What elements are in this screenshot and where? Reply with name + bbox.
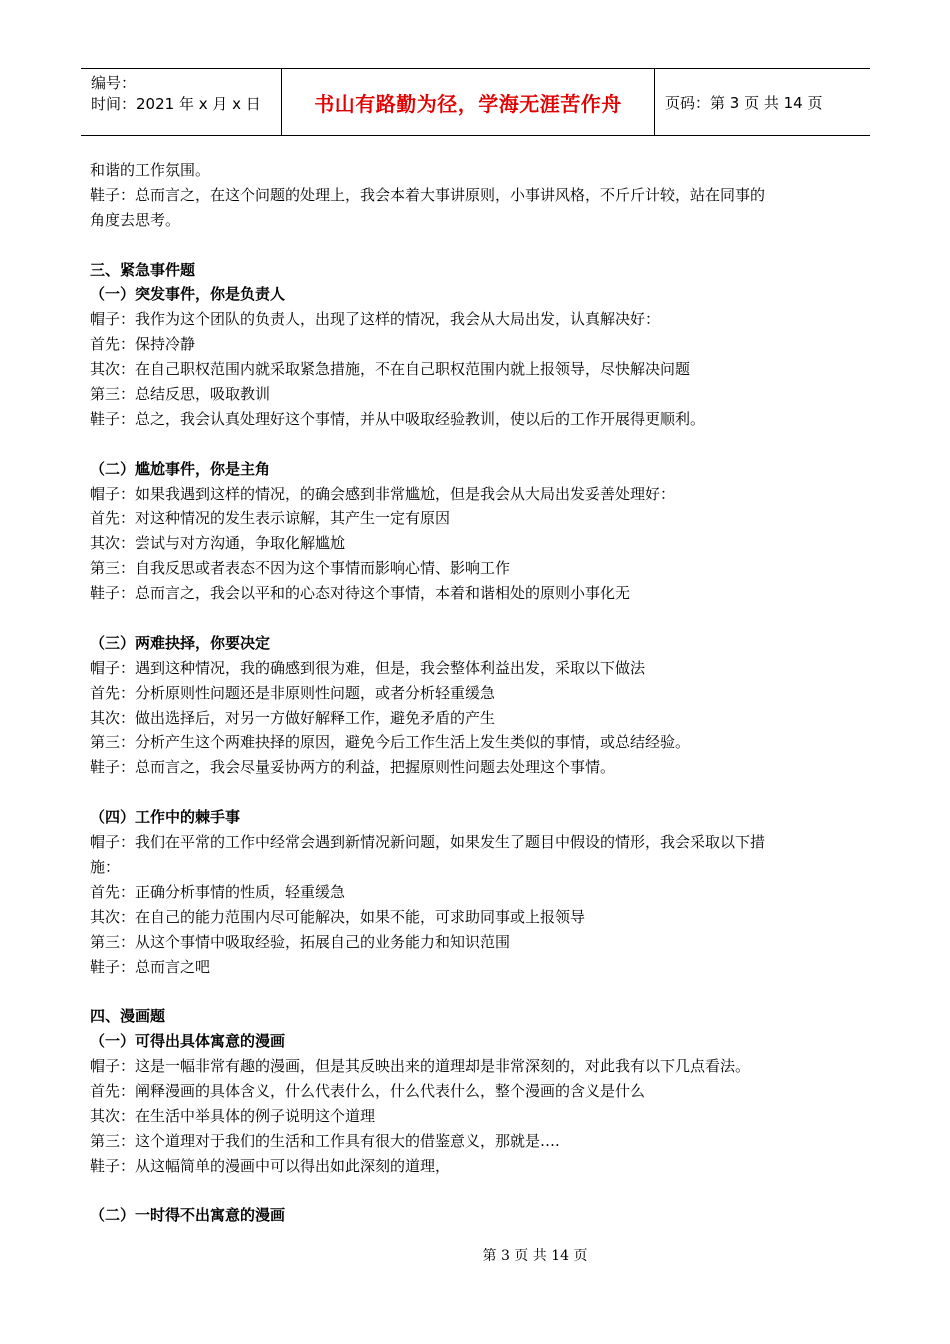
body-line: 第三：总结反思，吸取教训 (90, 385, 271, 404)
blank-line (90, 979, 860, 1004)
section-heading: 四、漫画题 (90, 1007, 166, 1026)
header-meta-cell (81, 69, 282, 135)
section-heading: （二）尴尬事件，你是主角 (90, 459, 271, 478)
body-line: 鞋子：总而言之吧 (90, 957, 211, 976)
blank-line (90, 606, 860, 631)
document-body (90, 158, 860, 1228)
body-line: 鞋子：总而言之，我会尽量妥协两方的利益，把握原则性问题去处理这个事情。 (90, 758, 616, 777)
body-line: 帽子：这是一幅非常有趣的漫画，但是其反映出来的道理却是非常深刻的，对此我有以下几点看法。 (90, 1057, 751, 1076)
body-line: 帽子：遇到这种情况，我的确感到很为难，但是，我会整体利益出发，采取以下做法 (90, 658, 646, 677)
body-line: 鞋子：总而言之，我会以平和的心态对待这个事情，本着和谐相处的原则小事化无 (90, 584, 631, 603)
body-line: 和谐的工作氛围。 (90, 161, 211, 179)
page-footer: 第 3 页 共 14 页 (482, 1248, 588, 1264)
body-line: 首先：对这种情况的发生表示谅解，其产生一定有原因 (90, 509, 451, 528)
body-line: 帽子：如果我遇到这样的情况，的确会感到非常尴尬，但是我会从大局出发妥善处理好： (90, 484, 676, 503)
body-line: 第三：这个道理对于我们的生活和工作具有很大的借鉴意义，那就是…. (90, 1131, 560, 1150)
body-line: 首先：保持冷静 (90, 335, 196, 354)
body-line: 其次：尝试与对方沟通，争取化解尴尬 (90, 534, 346, 553)
body-line: 角度去思考。 (90, 210, 181, 229)
body-line: 鞋子：从这幅简单的漫画中可以得出如此深刻的道理， (90, 1156, 451, 1175)
section-heading: （一）可得出具体寓意的漫画 (90, 1032, 286, 1051)
document-number-label: 编号： (91, 74, 137, 92)
body-line: 首先：分析原则性问题还是非原则性问题，或者分析轻重缓急 (90, 683, 496, 702)
blank-line (90, 1179, 860, 1204)
body-line: 首先：正确分析事情的性质，轻重缓急 (90, 882, 346, 901)
body-line: 帽子：我作为这个团队的负责人，出现了这样的情况，我会从大局出发，认真解决好： (90, 310, 661, 329)
blank-line (90, 780, 860, 805)
document-header-table (81, 68, 870, 136)
body-line: 帽子：我们在平常的工作中经常会遇到新情况新问题，如果发生了题目中假设的情形，我会采取以下措 (90, 833, 766, 852)
section-heading: （一）突发事件，你是负责人 (90, 285, 286, 304)
section-heading: （四）工作中的棘手事 (90, 808, 241, 827)
body-line: 其次：在自己职权范围内就采取紧急措施，不在自己职权范围内就上报领导，尽快解决问题 (90, 360, 691, 379)
body-line: 鞋子：总而言之，在这个问题的处理上，我会本着大事讲原则，小事讲风格，不斤斤计较，站在同事的 (90, 185, 766, 204)
body-line: 第三：从这个事情中吸取经验，拓展自己的业务能力和知识范围 (90, 932, 511, 951)
body-line: 其次：做出选择后，对另一方做好解释工作，避免矛盾的产生 (90, 708, 496, 727)
section-heading: （三）两难抉择，你要决定 (90, 633, 271, 652)
blank-line (90, 233, 860, 258)
header-page-number: 页码：第 3 页 共 14 页 (665, 93, 823, 112)
body-line: 鞋子：总之，我会认真处理好这个事情，并从中吸取经验教训，使以后的工作开展得更顺利。 (90, 409, 706, 428)
document-date-label: 时间：2021 年 x 月 x 日 (91, 95, 261, 113)
body-line: 其次：在自己的能力范围内尽可能解决，如果不能，可求助同事或上报领导 (90, 907, 586, 926)
body-line: 施： (90, 857, 121, 876)
body-line: 第三：分析产生这个两难抉择的原因，避免今后工作生活上发生类似的事情，或总结经验。 (90, 733, 691, 752)
section-heading: 三、紧急事件题 (90, 260, 196, 279)
body-line: 首先：阐释漫画的具体含义，什么代表什么，什么代表什么，整个漫画的含义是什么 (90, 1081, 646, 1100)
body-line: 其次：在生活中举具体的例子说明这个道理 (90, 1106, 376, 1125)
header-motto: 书山有路勤为径，学海无涯苦作舟 (282, 69, 655, 135)
blank-line (90, 432, 860, 457)
body-line: 第三：自我反思或者表态不因为这个事情而影响心情、影响工作 (90, 559, 511, 578)
section-heading: （二）一时得不出寓意的漫画 (90, 1206, 286, 1225)
